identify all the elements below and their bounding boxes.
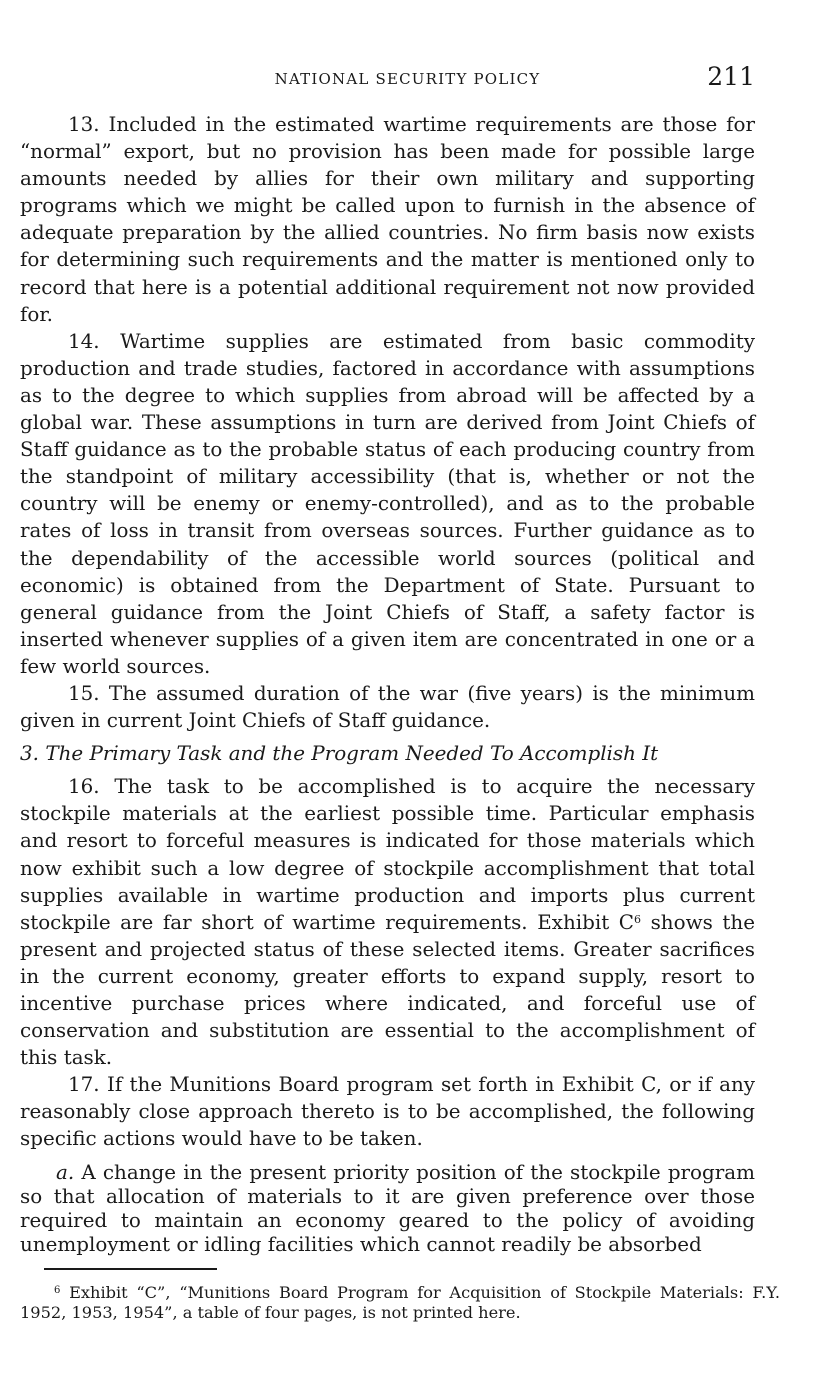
section-heading (20, 740, 755, 767)
paragraph-16-text-a: 16. The task to be accomplished is to acquire the necessary stockpile materials at the earliest possible time. Particular emphasis and resort to forceful measures is indicated for those materials which now exhibit such a low degree of stockpile accomplishment that total supplies available in wartime production and imports plus current stockpile are far short of wartime requirements. Exhibit C (20, 775, 755, 934)
page-header (20, 62, 755, 96)
paragraph-16 (20, 773, 755, 1071)
paragraph-14: 14. Wartime supplies are estimated from basic commodity production and trade studies, factored in accordance with assumptions as to the degree to which supplies from abroad will be affected by a global war. These assumptions in turn are derived from Joint Chiefs of Staff guidance as to the probable status of each producing country from the standpoint of military accessibility (that is, whether or not the country will be enemy or enemy-controlled), and as to the probable rates of loss in transit from overseas sources. Further guidance as to the dependability of the accessible world sources (political and economic) is obtained from the Department of State. Pursuant to general guidance from the Joint Chiefs of Staff, a safety factor is inserted whenever supplies of a given item are concentrated in one or a few world sources. (20, 329, 755, 678)
running-head: NATIONAL SECURITY POLICY (274, 70, 541, 88)
body-text (20, 111, 755, 1257)
paragraph-17: 17. If the Munitions Board program set forth in Exhibit C, or if any reasonably close approach thereto is to be accomplished, the following specific actions would have to be taken. (20, 1073, 755, 1151)
section-number: 3. (20, 742, 39, 766)
paragraph-15: 15. The assumed duration of the war (five years) is the minimum given in current Joint Chiefs of Staff guidance. (20, 681, 755, 733)
footnote-text: Exhibit “C”, “Munitions Board Program for Acquisition of Stockpile Materials: F.Y. 1952, 1953, 1954”, a table of four pages, is not printed here. (20, 1283, 780, 1322)
subparagraph-a (20, 1161, 755, 1257)
paragraph-16-text-b: shows the present and projected status of these selected items. Greater sacrifices in the current economy, greater efforts to expand supply, resort to incentive purchase prices where indicated, and forceful use of conservation and substitution are essential to the accomplishment of this task. (20, 910, 755, 1070)
subparagraph-a-text: A change in the present priority position of the stockpile program so that allocation of materials to it are given preference over those required to maintain an economy geared to the policy of avoiding unemployment or idling facilities which cannot readily be absorbed (20, 1160, 755, 1256)
footnote-divider (44, 1268, 217, 1270)
page-number: 211 (707, 62, 755, 91)
section-title: The Primary Task and the Program Needed To Accomplish It (45, 742, 659, 766)
footnote (20, 1283, 780, 1323)
subparagraph-a-label: a. (56, 1160, 75, 1184)
paragraph-13: 13. Included in the estimated wartime requirements are those for “normal” export, but no provision has been made for possible large amounts needed by allies for their own military and supporting programs which we might be called upon to furnish in the absence of adequate preparation by the allied countries. No firm basis now exists for determining such requirements and the matter is mentioned only to record that here is a potential additional requirement not now provided for. (20, 113, 755, 326)
footnote-marker: 6 (54, 1285, 61, 1296)
footnote-reference: 6 (634, 912, 642, 926)
